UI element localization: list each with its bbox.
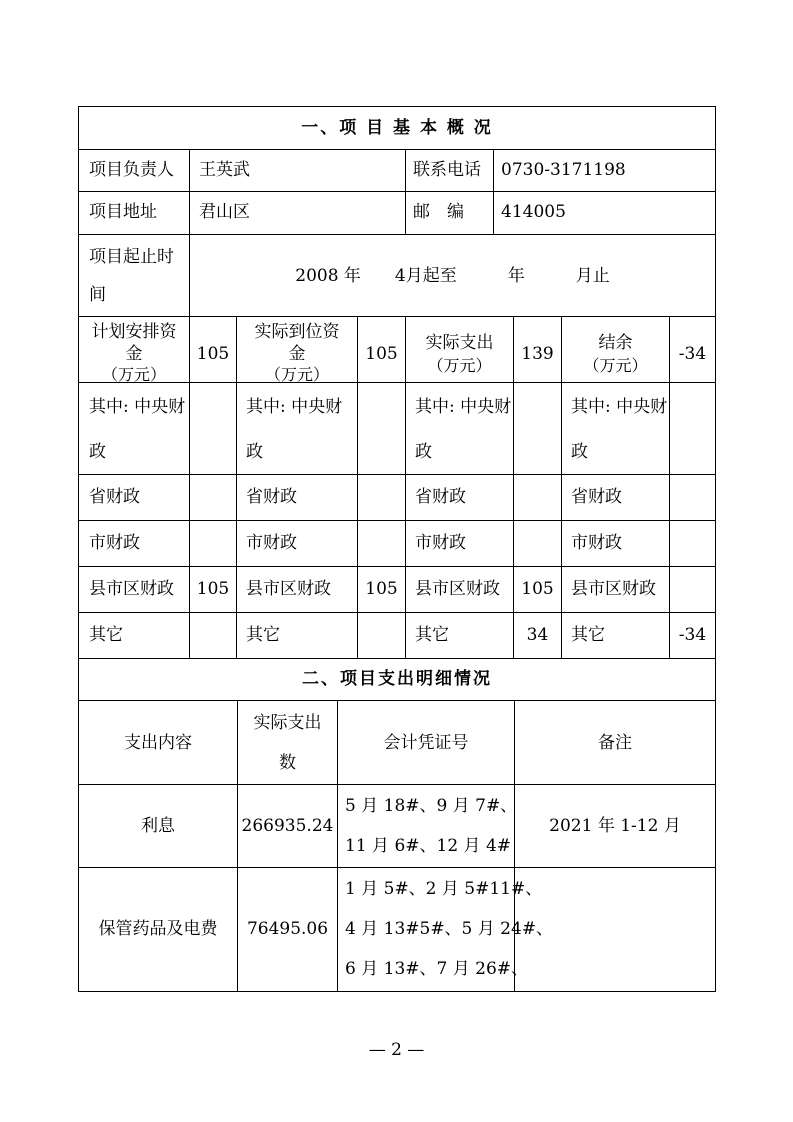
row-divider xyxy=(79,191,715,192)
item-amount: 76495.06 xyxy=(246,919,329,939)
county-finance-label: 县市区财政 xyxy=(89,579,174,599)
col-divider xyxy=(493,149,494,234)
received-funds-label-1: 实际到位资 xyxy=(254,322,340,342)
other-spent-value: 34 xyxy=(526,625,549,645)
spent-funds-value: 139 xyxy=(521,344,554,364)
postcode-label: 邮 编 xyxy=(413,202,464,222)
city-finance-label: 市财政 xyxy=(89,533,140,553)
planned-funds-label-2: 金 xyxy=(125,344,143,364)
row-divider xyxy=(79,784,715,785)
central-finance-label-1: 其中: 中央财 xyxy=(571,397,668,417)
province-finance-label: 省财政 xyxy=(246,487,297,507)
row-divider xyxy=(79,149,715,150)
province-finance-label: 省财政 xyxy=(89,487,140,507)
phone-label: 联系电话 xyxy=(413,160,481,180)
leader-label: 项目负责人 xyxy=(89,160,174,180)
balance-label-1: 结余 xyxy=(598,333,633,353)
city-finance-label: 市财政 xyxy=(571,533,622,553)
row-divider xyxy=(79,520,715,521)
other-label: 其它 xyxy=(571,625,605,645)
item-amount: 266935.24 xyxy=(241,816,334,836)
phone-value: 0730-3171198 xyxy=(501,160,626,180)
received-funds-label-3: （万元） xyxy=(264,365,329,384)
row-divider xyxy=(79,566,715,567)
row-divider xyxy=(79,474,715,475)
address-label: 项目地址 xyxy=(89,202,157,222)
col-voucher-header: 会计凭证号 xyxy=(383,733,469,753)
address-value: 君山区 xyxy=(199,202,250,222)
planned-funds-value: 105 xyxy=(196,344,230,364)
col-divider xyxy=(189,316,190,658)
county-finance-label: 县市区财政 xyxy=(571,579,656,599)
row-divider xyxy=(79,234,715,235)
leader-value: 王英武 xyxy=(199,160,250,180)
period-label-line2: 间 xyxy=(89,285,106,305)
other-balance-value: -34 xyxy=(678,625,707,645)
section1-title: 一、项 目 基 本 概 况 xyxy=(301,118,493,138)
item-content: 保管药品及电费 xyxy=(98,919,218,939)
col-divider xyxy=(357,316,358,658)
col-divider xyxy=(513,316,514,658)
planned-funds-label-1: 计划安排资 xyxy=(91,322,177,342)
city-finance-label: 市财政 xyxy=(246,533,297,553)
other-label: 其它 xyxy=(89,625,123,645)
page-number: — 2 — xyxy=(368,1040,425,1060)
postcode-value: 414005 xyxy=(501,202,566,222)
col-divider xyxy=(189,149,190,234)
central-finance-label-1: 其中: 中央财 xyxy=(246,397,343,417)
central-finance-label-2: 政 xyxy=(246,442,263,462)
item-note: 2021 年 1-12 月 xyxy=(549,816,681,836)
balance-label-2: （万元） xyxy=(583,356,648,375)
county-received-value: 105 xyxy=(365,579,398,599)
balance-value: -34 xyxy=(678,344,707,364)
central-finance-label-2: 政 xyxy=(415,442,432,462)
central-finance-label-1: 其中: 中央财 xyxy=(89,397,186,417)
city-finance-label: 市财政 xyxy=(415,533,466,553)
county-finance-label: 县市区财政 xyxy=(415,579,500,599)
row-divider xyxy=(79,700,715,701)
item-voucher-line2: 11 月 6#、12 月 4# xyxy=(345,836,511,856)
col-amount-header-2: 数 xyxy=(279,753,296,773)
central-finance-label-1: 其中: 中央财 xyxy=(415,397,512,417)
item-voucher-line1: 5 月 18#、9 月 7#、 xyxy=(345,796,518,816)
section2-title: 二、项目支出明细情况 xyxy=(302,669,492,689)
item-content: 利息 xyxy=(141,816,175,836)
spent-funds-label-1: 实际支出 xyxy=(425,333,494,353)
county-spent-value: 105 xyxy=(521,579,554,599)
row-divider xyxy=(79,658,715,659)
county-finance-label: 县市区财政 xyxy=(246,579,331,599)
province-finance-label: 省财政 xyxy=(415,487,466,507)
project-table xyxy=(78,106,716,992)
central-finance-label-2: 政 xyxy=(89,442,106,462)
row-divider xyxy=(79,316,715,317)
col-note-header: 备注 xyxy=(598,733,632,753)
item-voucher-line1: 1 月 5#、2 月 5#11#、 xyxy=(345,879,543,899)
planned-funds-label-3: （万元） xyxy=(101,365,166,384)
received-funds-value: 105 xyxy=(365,344,398,364)
col-divider xyxy=(237,700,238,991)
county-planned-value: 105 xyxy=(196,579,230,599)
col-amount-header-1: 实际支出 xyxy=(253,713,322,733)
item-voucher-line3: 6 月 13#、7 月 26#、 xyxy=(345,959,528,979)
other-label: 其它 xyxy=(246,625,280,645)
col-content-header: 支出内容 xyxy=(124,733,192,753)
row-divider xyxy=(79,867,715,868)
col-divider xyxy=(405,149,406,234)
central-finance-label-2: 政 xyxy=(571,442,588,462)
province-finance-label: 省财政 xyxy=(571,487,622,507)
col-divider xyxy=(669,316,670,658)
row-divider xyxy=(79,612,715,613)
other-label: 其它 xyxy=(415,625,449,645)
period-value: 2008 年 4月起至 年 月止 xyxy=(295,266,610,286)
spent-funds-label-2: （万元） xyxy=(427,356,492,375)
item-voucher-line2: 4 月 13#5#、5 月 24#、 xyxy=(345,919,554,939)
received-funds-label-2: 金 xyxy=(288,344,306,364)
period-label-line1: 项目起止时 xyxy=(89,247,174,267)
